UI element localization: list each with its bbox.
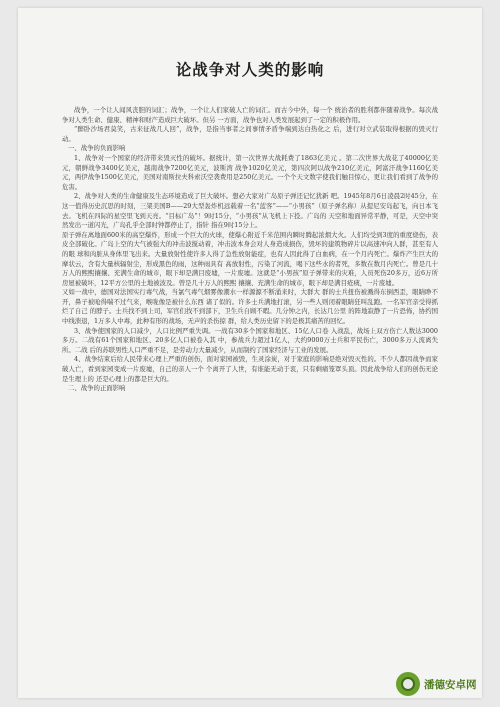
paragraph-economy: 1、战争对一个国家的经济带来毁灭性的破坏。据统计，第一次世界大战耗费了1863亿美元 。第二次世界大战花了40000亿美元，朝鲜战争3400亿美元，越南战争7200亿美元，波斯湾 战争1020亿美元，第四次阿以战争210亿美元，阿富汗战争1160亿美元，两伊战争1500亿美元，美国对南斯拉夫科索沃空袭费用是250亿美元。一个个天文数字使我们触目惊心，更让我们看到了战争的危害。 [62, 153, 438, 191]
section-heading-positive: 二、战争的正面影响 [68, 384, 126, 393]
circle-logo-icon [396, 672, 420, 696]
document-page [18, 8, 482, 698]
document-body [62, 106, 438, 394]
watermark [396, 671, 488, 697]
paragraph-intro-1: 战争，一个让人闻风丧胆的词汇；战争，一个让人们家破人亡的词汇。而古今中外，每一个 统治者的胜利都伴随着战争。每次战争对人类生命、健康、精神和财产造成巨大破坏。但另 一方面，战争也对人类发展起到了一定的积极作用。 [62, 106, 438, 124]
paragraph-gas-warfare: 又如一战中，德国对法国实行毒气战，当氯气毒气烟雾像潮水一样源源不断涌来时，大群大 群的士兵扭伤被溅得东倒西歪，眼睛睁不开，鼻子被呛得喘不过气来，喉咙像是被什么东西 诸了似的。许多士兵满地打滚，另一些人则闭着眼睛狂叫乱跑。一名军官亲受得抓烂了自己 的脖子。士兵找不到上司，军官们找不到部下，卫生兵自顾不暇。几分钟之内，长达几公里 的阵地寂静了一片恐怖，协约国中线溃退，1万多人中毒，此种有形的战场，无声的杀伤掠 群，给人类历史留下的是极其痛苦的回忆。 [62, 288, 438, 326]
document-title: 论战争对人类的影响 [175, 60, 325, 79]
section-heading-negative: 一、战争的负面影响 [68, 144, 126, 153]
paragraph-population: 3、战争使国家的人口减少，人口比例严重失调。一战有30多个国家和地区、15亿人口卷 入战乱，战场上双方伤亡人数达3000多万。二战有61个国家和地区、20多亿人口被卷入其 中，参战兵力超过1亿人，大约9000万士兵和平民伤亡，3000多万人流离失所。二战 后的苏联男性人口严重不足，是劳动力大量减少，从而制约了国家经济与工业的发展。 [62, 326, 438, 354]
paragraph-hiroshima-1: 2、战争对人类的生命健康及生态环境造成了巨大破坏。想必大家对广岛原子弹还记忆犹新 吧。1945年8月6日凌晨2时45分，在这一值得历史沉思的时刻，三架美国B——29大型轰炸机远载着一名“蓝客”——“小男孩”（原子弹名称）从提尼安岛起飞，向日本飞去。飞机在四际的星空里飞到天亮。“目标广岛”！9时15分，“小男孩”从飞机上下投。广岛的 天空和地面异常平静，可是，天空中突然发出一道闪光，广岛孔乎全部时钟都停止了，指针 指在9时15分上。 [62, 192, 438, 230]
paragraph-intro-2: “醉卧沙场君莫笑，古来征战几人回”，战争，是指当事者之间事情矛盾争端到达白热化之 后，进行对立武装取得根据的毁灭行动。 [62, 125, 438, 143]
paragraph-psychology: 4、战争结束后给人民带来心理上严重的创伤，面对家园被毁，生灵涂炭，对于家庭的影响是绝对毁灭性的。不少人都因战争而家破人亡，看到家园变成一片废墟，自己的亲人一个 个离开了人世，有谁能无动于衷，只有剩痛笼罩头顶。因此战争给人们的创伤无论是生理上的 还是心理上的都是巨大的。 [62, 355, 438, 383]
paragraph-hiroshima-2: 原子弹在离地面600米的高空爆炸，形成一个巨大的火球，使爆心附近千米范围内瞬时腾起浓烟大火。人们均受到3度的重度烧伤，表皮全部破化。广岛上空的大气被强大的冲击波搅动着，冲击波本身会对人身造成损伤，毁坏的建筑物碎片以高速冲向人群，甚至有人的眼 球和肉脏从身体里飞出来。大量放射性使许多人得了急性放射能症，也有人因此得了白血病，在一个月内死亡。爆炸产生巨大的摩状云，含有大量核辐射尘，形成黑色的雨，这种雨具有 高放射性，污染了河流，喝下这些水的者死，多数在数月内死亡。曾是几十万人的熙熙攘攘、充满生命的城市，眼下却是满目废墟，一片废墟。这就是“小男孩”原子弹带来的灾难，人员死伤20多万，近6万所房屋被破坏，12平方公里的土地被波及。曾是几十万人的熙熙 攘攘、充满生命的城市，眼下却是满目疮痍，一片废墟。 [62, 230, 438, 287]
watermark-text: 潘德安卓网 [424, 678, 477, 691]
